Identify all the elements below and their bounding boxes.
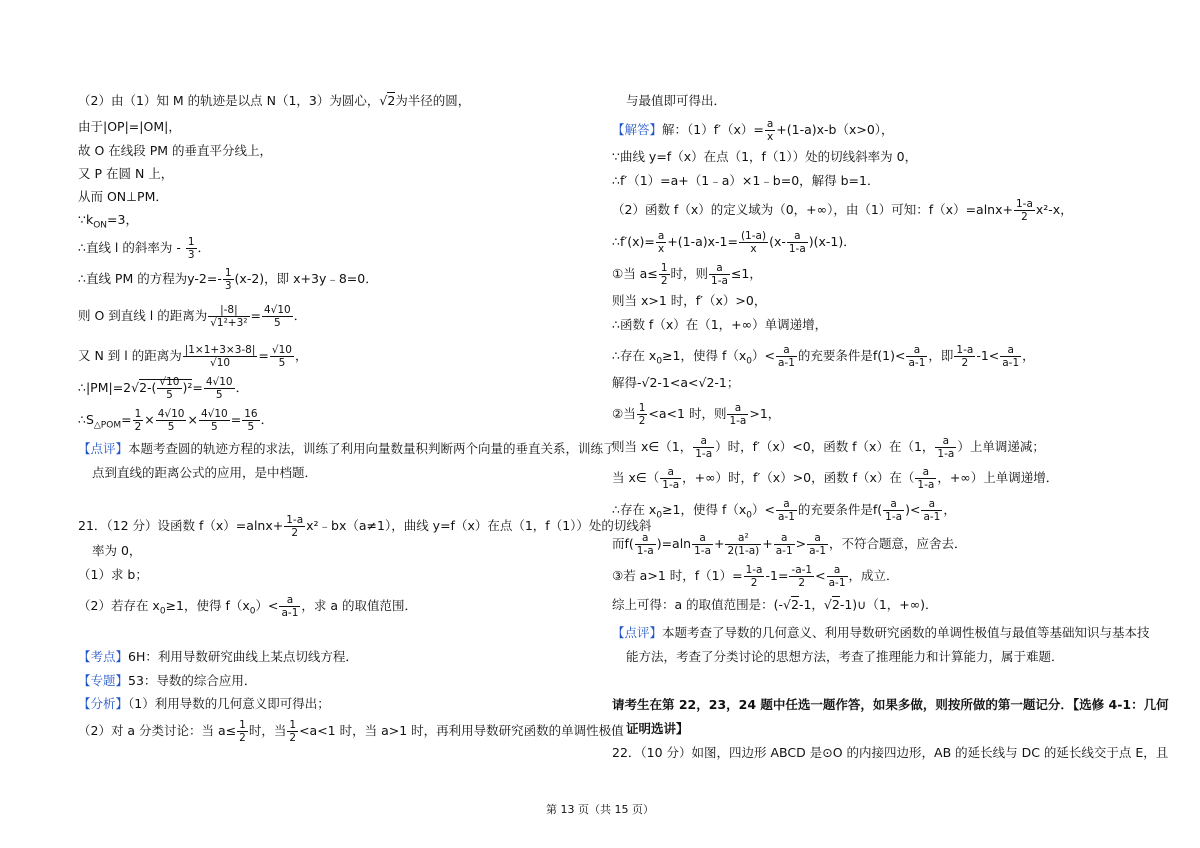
text-line: 率为 0， xyxy=(92,543,142,558)
text-line: ∴f′（1）=a+（1﹣a）×1﹣b=0，解得 b=1． xyxy=(612,173,880,188)
text-line: （2）由（1）知 M 的轨迹是以点 N（1，3）为圆心，√2为半径的圆， xyxy=(78,93,471,108)
text-line: 由于|OP|=|OM|， xyxy=(78,119,181,134)
text-line: 与最值即可得出． xyxy=(626,93,727,108)
text-line: ∴f′(x)= $\frac{a}{x}$ +(1-a)x-1= $\frac{(1-a)}{x}$ (x- $\frac{a}{1-a}$ )(x-1)． xyxy=(612,230,856,255)
text-line: ∴直线 PM 的方程为y-2=- $\frac{1}{3}$ (x-2)，即 x+3y﹣8=0． xyxy=(78,267,378,292)
text-line: 当 x∈（ $\frac{a}{1-a}$ ，+∞）时，f′（x）>0，函数 f（x）在（ $\frac{a}{1-a}$ ，+∞）上单调递增． xyxy=(612,466,1059,491)
text-line: 则当 x∈（1， $\frac{a}{1-a}$ ）时，f′（x）<0，函数 f（x）在（1， $\frac{a}{1-a}$ ）上单调递减； xyxy=(612,435,1045,460)
text-line: 又 N 到 l 的距离为 $\frac{|1\times 1+3\times 3-8|}{√10}$ = $\frac{√10}{5}$ ， xyxy=(78,344,308,369)
text-line: ①当 a≤ $\frac{1}{2}$ 时，则 $\frac{a}{1-a}$ ≤1， xyxy=(612,262,762,287)
text-line: ②当 $\frac{1}{2}$ <a<1 时，则 $\frac{a}{1-a}$ >1， xyxy=(612,402,781,427)
page-footer xyxy=(0,801,1200,817)
text-line: 而f( $\frac{a}{1-a}$ )=aln $\frac{a}{1-a}$ + $\frac{\text{a²}}{2(1-a)}$ + $\frac{a}{a-1}$ > $\frac{a}{a-1}$ ，不符合题意，应舍去． xyxy=(612,532,967,557)
text-line: 【点评】本题考查圆的轨迹方程的求法，训练了利用向量数量积判断两个向量的垂直关系，训练了 xyxy=(78,441,616,456)
text-line: 【点评】本题考查了导数的几何意义、利用导数研究函数的单调性极值与最值等基础知识与基本技 xyxy=(612,625,1150,640)
text-line: 【专题】53：导数的综合应用． xyxy=(78,673,257,688)
text-line: ③若 a>1 时，f（1）= $\frac{1-a}{2}$ -1= $\frac{-a-1}{2}$ < $\frac{a}{a-1}$ ，成立． xyxy=(612,564,899,589)
text-line: $\because k_{ON}=3$， xyxy=(78,212,138,231)
text-line: ∴|PM|=2√2-( $\frac{√10}{5}$ )²= $\frac{4√10}{5}$ ． xyxy=(78,376,249,401)
text-line: 从而 ON⊥PM． xyxy=(78,189,168,204)
text-line: ∴存在 $x_0\ge 1$，使得 $f(x_0)<$ $\frac{a}{a-1}$ 的充要条件是f( $\frac{a}{1-a}$ )< $\frac{a}{a-1}$ ， xyxy=(612,498,956,523)
text-line: ∵曲线 y=f（x）在点（1，f（1））处的切线斜率为 0， xyxy=(612,149,918,164)
text-line: 综上可得：a 的取值范围是：(-√2-1，√2-1)∪（1，+∞)． xyxy=(612,597,938,612)
section-instruction: 请考生在第 22，23，24 题中任选一题作答，如果多做，则按所做的第一题记分．【选修 4-1：几何 xyxy=(612,697,1169,712)
text-line: （2）若存在 $x_0\ge 1$，使得 $f(x_0)<$ $\frac{a}{a-1}$ ，求 a 的取值范围． xyxy=(78,594,417,619)
text-line: 21．（12 分）设函数 f（x）=alnx+ $\frac{1-a}{2}$ x²﹣bx（a≠1），曲线 y=f（x）在点（1，f（1））处的切线斜 xyxy=(78,514,652,539)
text-line: 点到直线的距离公式的应用，是中档题． xyxy=(92,465,318,480)
text-line: 故 O 在线段 PM 的垂直平分线上， xyxy=(78,143,273,158)
text-line: （2）函数 f（x）的定义域为（0，+∞），由（1）可知：f（x）=alnx+ $\frac{1-a}{2}$ x²-x， xyxy=(612,198,1073,223)
text-line: 【分析】（1）利用导数的几何意义即可得出； xyxy=(78,696,330,711)
text-line: $\therefore S_{\triangle POM}=$ $\frac{1}{2}$ × $\frac{4√10}{5}$ × $\frac{4√10}{5}$ = $\frac{16}{5}$ ． xyxy=(78,408,274,433)
text-line: 则当 x>1 时，f′（x）>0， xyxy=(612,293,767,308)
text-line: （2）对 a 分类讨论：当 a≤ $\frac{1}{2}$ 时，当 $\frac{1}{2}$ <a<1 时，当 a>1 时，再利用导数研究函数的单调性极值 xyxy=(78,719,624,744)
text-line: 解得-√2-1<a<√2-1； xyxy=(612,375,740,390)
page-number: 第 13 页（共 15 页） xyxy=(546,803,654,816)
text-line: 则 O 到直线 l 的距离为 $\frac{|-8|}{\text{√1²+3²}}$ = $\frac{4√10}{5}$ ． xyxy=(78,304,307,329)
text-line: 又 P 在圆 N 上， xyxy=(78,166,174,181)
text-line: ∴直线 l 的斜率为 - $\frac{1}{3}$ ． xyxy=(78,236,211,261)
section-instruction: 证明选讲】 xyxy=(626,721,689,736)
text-line: 【考点】6H：利用导数研究曲线上某点切线方程． xyxy=(78,649,358,664)
text-line: 【解答】解：（1）f′（x）= $\frac{a}{x}$ +(1-a)x-b（x>0）， xyxy=(612,118,894,143)
text-line: 能方法，考查了分类讨论的思想方法，考查了推理能力和计算能力，属于难题． xyxy=(626,649,1064,664)
text-line: ∴函数 f（x）在（1，+∞）单调递增， xyxy=(612,317,828,332)
text-line: （1）求 b； xyxy=(78,567,148,582)
text-line: ∴存在 $x_0\ge 1$，使得 $f(x_0)<$ $\frac{a}{a-1}$ 的充要条件是f(1)< $\frac{a}{a-1}$ ，即 $\frac{1-a}{2}$ -1< $\frac{a}{a-1}$ ， xyxy=(612,344,1035,369)
text-line: 22．（10 分）如图，四边形 ABCD 是⊙O 的内接四边形，AB 的延长线与 DC 的延长线交于点 E，且 xyxy=(612,745,1169,760)
